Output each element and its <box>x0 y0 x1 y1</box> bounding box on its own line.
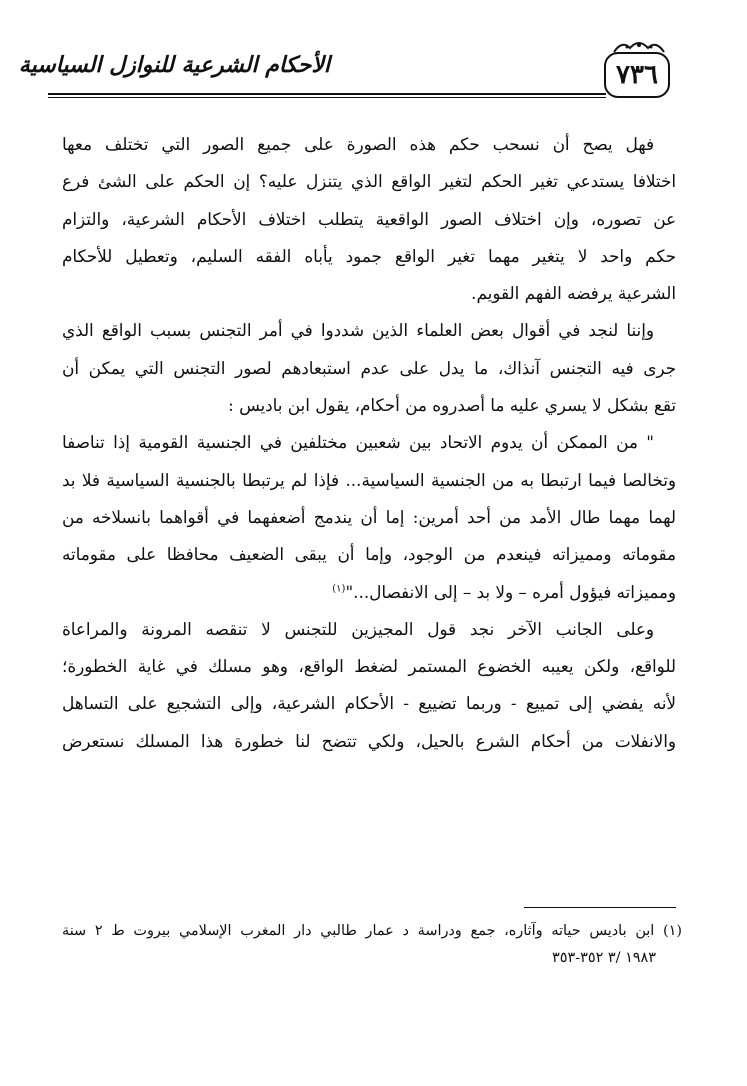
text-line: وإننا لنجد في أقوال بعض العلماء الذين شددوا في أمر التجنس بسبب الواقع الذي <box>62 320 654 341</box>
header-rule <box>48 93 606 95</box>
quote-end-text: ومميزاته فيؤول أمره – ولا بد – إلى الانفصال..." <box>345 581 676 602</box>
paragraph-4 <box>62 611 676 760</box>
text-line: وعلى الجانب الآخر نجد قول المجيزين للتجنس لا تنقصه المرونة والمراعاة <box>62 618 654 639</box>
paragraph-1 <box>62 126 676 312</box>
header-rule-thin <box>48 97 606 98</box>
text-line <box>62 574 676 611</box>
text-line: لهما مهما طال الأمد من أحد أمرين: إما أن يندمج أضعفهما في أقواهما بانسلاخه من <box>62 506 676 527</box>
text-line: فهل يصح أن نسحب حكم هذه الصورة على جميع الصور التي تختلف معها <box>62 134 654 154</box>
body-text <box>62 126 676 760</box>
text-line: " من الممكن أن يدوم الاتحاد بين شعبين مختلفين في الجنسية القومية إذا تناصفا <box>62 432 654 453</box>
paragraph-2 <box>62 312 676 424</box>
footnote-line: (١) ابن باديس حياته وآثاره، جمع ودراسة د عمار طالبي دار المغرب الإسلامي بيروت ط ٢ سنة <box>62 923 682 939</box>
footnote-line: ١٩٨٣ /٣ ٣٥٢-٣٥٣ <box>552 950 656 966</box>
text-line: تقع بشكل لا يسري عليه ما أصدروه من أحكام، يقول ابن باديس : <box>228 395 676 416</box>
page-number <box>604 52 670 98</box>
text-line: اختلافا يستدعي تغير الحكم لتغير الواقع الذي يتنزل عليه؟ إن الحكم على الشئ فرع <box>62 171 676 192</box>
text-line: للواقع، ولكن يعيبه الخضوع المستمر لضغط الواقع، وهو مسلك في غاية الخطورة؛ <box>62 656 676 677</box>
footnote-reference[interactable]: (١) <box>332 582 346 594</box>
running-title: الأحكام الشرعية للنوازل السياسية <box>18 52 330 78</box>
text-line: الشرعية يرفضه الفهم القويم. <box>471 283 676 304</box>
text-line: وتخالصا فيما ارتبطا به من الجنسية السياسية... فإذا لم يرتبطا بالجنسية السياسية فلا بد <box>62 469 676 490</box>
text-line: لأنه يفضي إلى تمييع - وربما تضييع - الأحكام الشرعية، وإلى التشجيع على التساهل <box>62 693 676 714</box>
text-line: مقوماته ومميزاته فينعدم من الوجود، وإما أن يبقى الضعيف محافظا على مقوماته <box>62 544 676 565</box>
footnote-separator <box>524 907 676 908</box>
page-number-text: ٧٣٦ <box>616 60 658 90</box>
footnotes <box>62 918 682 972</box>
text-line: حكم واحد لا يتغير مهما تغير الواقع جمود يأباه الفقه السليم، وتعطيل للأحكام <box>62 245 676 266</box>
text-line: والانفلات من أحكام الشرع بالحيل، ولكي تتضح لنا خطورة هذا المسلك نستعرض <box>62 730 676 751</box>
text-line: عن تصوره، وإن اختلاف الصور الواقعية يتطلب اختلاف الأحكام الشرعية، والتزام <box>62 208 676 229</box>
quotation-paragraph <box>62 424 676 610</box>
text-line: جرى فيه التجنس آنذاك، ما يدل على عدم استبعادهم لصور التجنس التي يمكن أن <box>62 357 676 378</box>
